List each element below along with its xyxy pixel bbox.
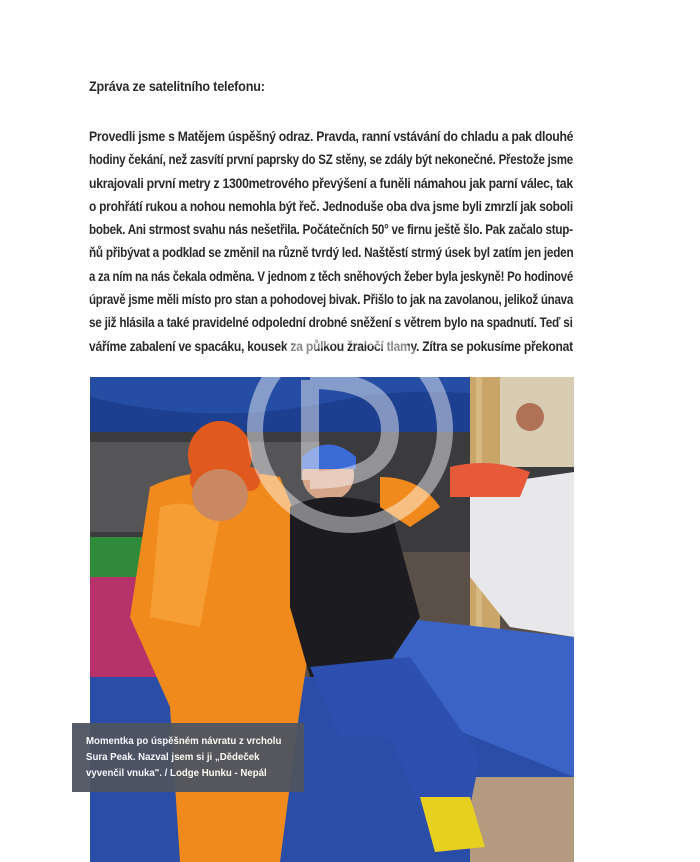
caption-line: vyvenčil vnuka". / Lodge Hunku - Nepál <box>86 767 267 779</box>
paragraph-line: ukrajovali první metry z 1300metrového převýšení a funěli námahou jak parní válec, tak <box>89 174 573 191</box>
article-body <box>89 125 573 358</box>
caption-line: Sura Peak. Nazval jsem si ji „Dědeček <box>86 751 260 763</box>
paragraph-line: úpravě jsme měli místo pro stan a pohodovej bivak. Přišlo to jak na zavolanou, jelikož únava <box>89 291 574 308</box>
paragraph-line: bobek. Ani strmost svahu nás nešetřila. Počátečních 50° ve firnu ještě šlo. Pak začalo stup- <box>89 221 573 238</box>
paragraph-line: váříme zabalení ve spacáku, kousek za půlkou žraločí tlamy. Zítra se pokusíme překonat <box>89 337 573 354</box>
paragraph-line: o prohřátí rukou a nohou nemohla být řeč. Jednoduše oba dva jsme byli zmrzlí jak soboli <box>89 197 573 214</box>
paragraph-line: se již hlásila a také pravidelné odpolední drobné sněžení s větrem bylo na spadnutí. Teď si <box>89 314 573 331</box>
paragraph-line: Provedli jsme s Matějem úspěšný odraz. Pravda, ranní vstávání do chladu a pak dlouhé <box>89 128 574 144</box>
caption-line: Momentka po úspěšném návratu z vrcholu <box>86 735 282 747</box>
article-heading: Zpráva ze satelitního telefonu: <box>89 78 265 94</box>
photo-caption <box>72 723 304 792</box>
paragraph-line: a za ním na nás čekala odměna. V jednom z těch sněhových žeber byla jeskyně! Po hodinové <box>89 267 573 284</box>
paragraph-line: ňů přibývat a podklad se změnil na různě tvrdý led. Naštěstí strmý úsek byl zatím jen jeden <box>89 244 574 261</box>
paragraph-line: hodiny čekání, než zasvítí první paprsky do SZ stěny, se zdály být nekonečné. Přestože jsme <box>89 151 573 168</box>
